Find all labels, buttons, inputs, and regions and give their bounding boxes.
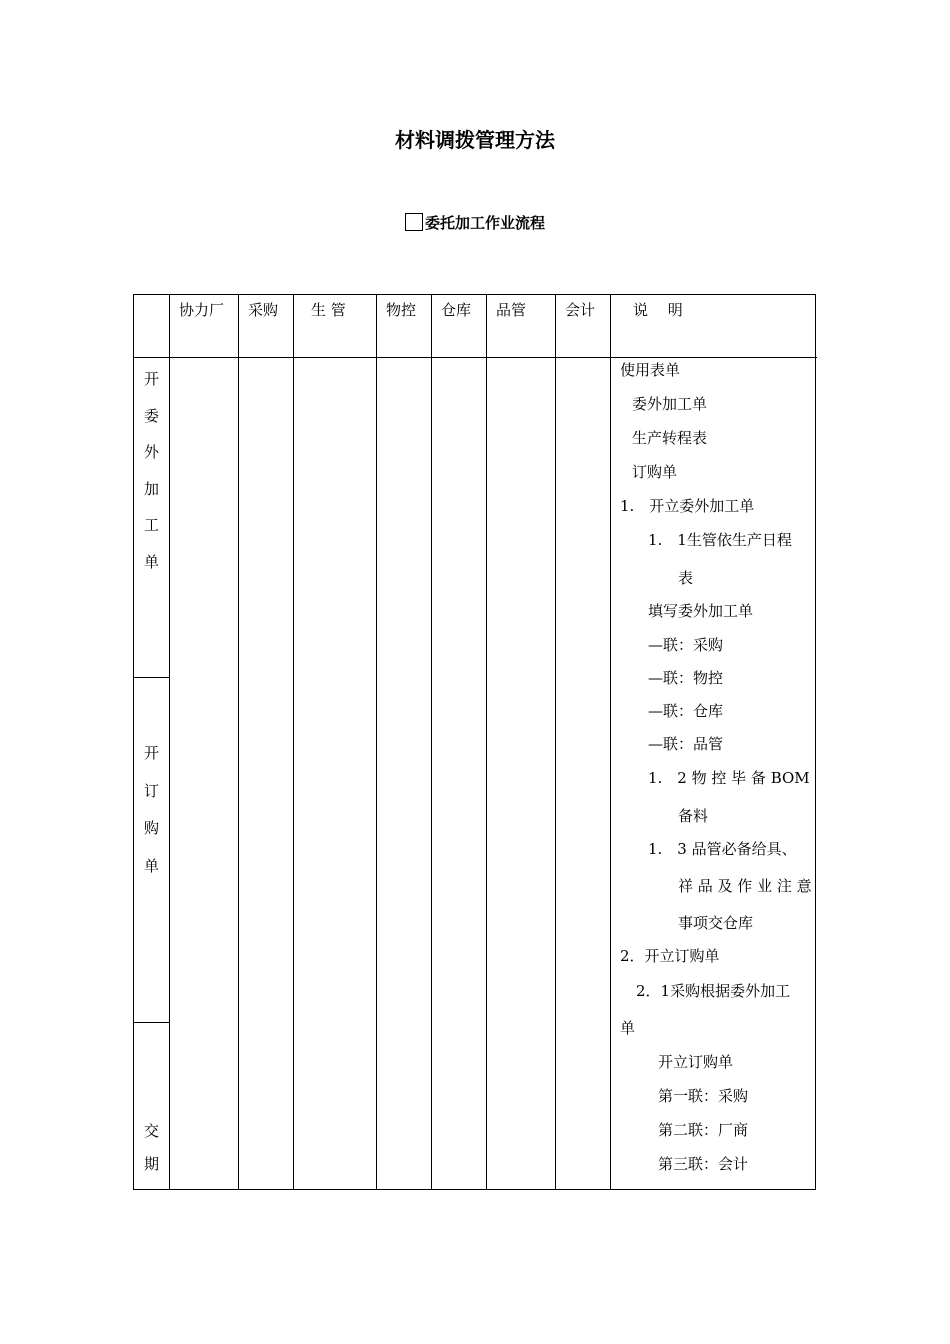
- column-divider: [376, 295, 377, 1189]
- stage-char: 加: [143, 479, 159, 498]
- desc-line: 委外加工单: [632, 395, 708, 413]
- header-accounting: 会计: [565, 301, 596, 319]
- desc-line: 第三联：会计: [658, 1155, 749, 1173]
- desc-line: 生产转程表: [632, 429, 708, 447]
- header-production-control: 生 管: [311, 301, 346, 319]
- column-divider: [238, 295, 239, 1189]
- stage-char: 开: [143, 744, 159, 762]
- stage-char: 期: [143, 1155, 159, 1173]
- desc-line: 表: [678, 569, 694, 587]
- desc-line: 2．开立订购单: [620, 947, 720, 965]
- desc-line: 第一联：采购: [658, 1087, 749, 1105]
- desc-line: —联：仓库: [648, 702, 724, 720]
- stage-char: 工: [143, 516, 159, 534]
- stage-char: 订: [143, 781, 159, 800]
- stage-divider: [134, 677, 169, 678]
- checkbox-icon: [405, 213, 423, 231]
- header-description: 说 明: [633, 301, 683, 319]
- stage-open-purchase-order: [134, 735, 169, 885]
- stage-char: 委: [143, 406, 159, 425]
- desc-line: —联：物控: [648, 669, 724, 687]
- desc-line: —联：采购: [648, 636, 724, 654]
- section-heading: [0, 212, 950, 233]
- desc-line: 备料: [678, 807, 709, 825]
- desc-line: 事项交仓库: [678, 914, 754, 932]
- document-title: 材料调拨管理方法: [395, 128, 555, 152]
- stage-delivery-date: [134, 1115, 169, 1181]
- stage-char: 交: [143, 1122, 159, 1140]
- column-divider: [293, 295, 294, 1189]
- column-divider: [486, 295, 487, 1189]
- desc-line: 第二联：厂商: [658, 1121, 749, 1139]
- stage-char: 单: [143, 856, 159, 875]
- desc-line: 填写委外加工单: [648, 602, 754, 620]
- desc-line: 单: [620, 1019, 636, 1037]
- column-divider: [431, 295, 432, 1189]
- header-purchasing: 采购: [248, 301, 279, 319]
- desc-line: —联：品管: [648, 735, 724, 753]
- stage-open-outsourcing-order: [134, 361, 169, 580]
- header-warehouse: 仓库: [441, 301, 472, 319]
- desc-line: 祥 品 及 作 业 注 意: [678, 877, 812, 895]
- section-heading-text: 委托加工作业流程: [424, 214, 545, 232]
- desc-line: 订购单: [632, 463, 678, 481]
- header-material-control: 物控: [386, 301, 417, 319]
- stage-char: 购: [143, 819, 159, 837]
- stage-char: 单: [143, 552, 159, 571]
- column-divider: [610, 295, 611, 1189]
- desc-line: 2．1采购根据委外加工: [636, 982, 791, 1000]
- header-quality-control: 品管: [496, 301, 527, 319]
- desc-line: 1. 1生管依生产日程: [648, 531, 792, 549]
- desc-line: 1. 开立委外加工单: [620, 497, 755, 515]
- column-divider: [169, 295, 170, 1189]
- header-cooperating-factory: 协力厂: [179, 301, 225, 319]
- header-row-divider: [134, 357, 817, 358]
- column-divider: [555, 295, 556, 1189]
- stage-char: 开: [143, 370, 159, 388]
- desc-line: 使用表单: [620, 361, 681, 379]
- desc-line: 1. 3 品管必备给具、: [648, 840, 797, 858]
- desc-line: 1. 2 物 控 毕 备 BOM: [648, 769, 810, 787]
- stage-char: 外: [143, 443, 159, 461]
- desc-line: 开立订购单: [658, 1053, 734, 1071]
- stage-divider: [134, 1022, 169, 1023]
- process-flow-table: [133, 294, 816, 1190]
